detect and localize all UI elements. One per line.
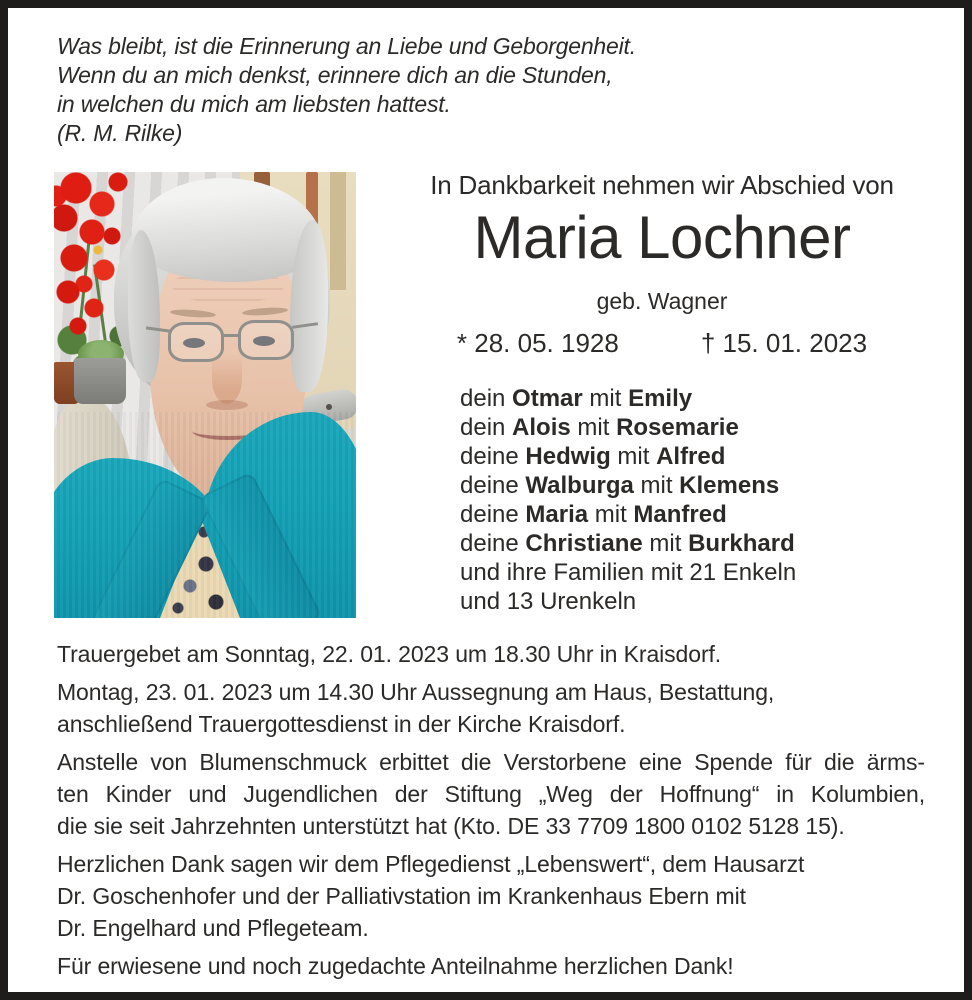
announcement-intro: In Dankbarkeit nehmen wir Abschied von (430, 170, 894, 200)
birth-date: * 28. 05. 1928 (456, 328, 619, 358)
photo-nose-shadow (206, 400, 248, 410)
portrait-photo (54, 172, 356, 618)
life-dates (382, 328, 942, 359)
thanks-paragraph: Herzlichen Dank sagen wir dem Pflegedienst „Lebenswert“, dem Hausarzt Dr. Goschenhofer und der Palliativstation im Krankenhaus Ebern mit Dr. Engelhard und Pflegeteam. (57, 851, 805, 941)
prayer-service-paragraph: Trauergebet am Sonntag, 22. 01. 2023 um 18.30 Uhr in Kraisdorf. (57, 641, 722, 667)
family-line: dein Alois mit Rosemarie (460, 414, 739, 441)
death-date: † 15. 01. 2023 (700, 328, 868, 358)
maiden-name: geb. Wagner (596, 288, 728, 314)
photo-grey-pot (74, 358, 126, 404)
quote-line: Was bleibt, ist die Erinnerung an Liebe und Geborgenheit. (57, 33, 636, 59)
family-line: dein Otmar mit Emily (460, 385, 693, 412)
quote-line: in welchen du mich am liebsten hattest. (57, 91, 451, 117)
family-line: deine Maria mit Manfred (460, 501, 727, 528)
family-list (460, 384, 796, 616)
service-information (57, 638, 925, 988)
photo-glasses-bridge (222, 334, 240, 337)
deceased-name: Maria Lochner (473, 204, 851, 271)
quote-line: Wenn du an mich denkst, erinnere dich an die Stunden, (57, 62, 613, 88)
donation-paragraph: Anstelle von Blumenschmuck erbittet die Verstorbene eine Spende für die ärms- ten Kinder und Jugendlichen der Stiftung „Weg der Hoffnung“ in Kolumbien, die sie seit Jahrzehnten unterstützt hat (Kto. DE 33 7709 1800 0102 5128 15). (57, 749, 925, 839)
family-line: deine Walburga mit Klemens (460, 472, 780, 499)
family-line: deine Hedwig mit Alfred (460, 443, 726, 470)
funeral-service-paragraph: Montag, 23. 01. 2023 um 14.30 Uhr Aussegnung am Haus, Bestattung, anschließend Trauergottesdienst in der Kirche Kraisdorf. (57, 679, 775, 737)
family-line: und ihre Familien mit 21 Enkeln (460, 559, 797, 586)
family-line: deine Christiane mit Burkhard (460, 530, 795, 557)
family-line: und 13 Urenkeln (460, 588, 637, 615)
quote-attribution: (R. M. Rilke) (57, 120, 183, 146)
photo-nose (212, 354, 242, 404)
memorial-quote (57, 32, 636, 148)
closing-thanks-paragraph: Für erwiesene und noch zugedachte Anteilnahme herzlichen Dank! (57, 953, 734, 979)
photo-wall-molding (330, 172, 346, 290)
photo-slat-screw (326, 404, 332, 410)
photo-glasses-lens (238, 320, 294, 360)
